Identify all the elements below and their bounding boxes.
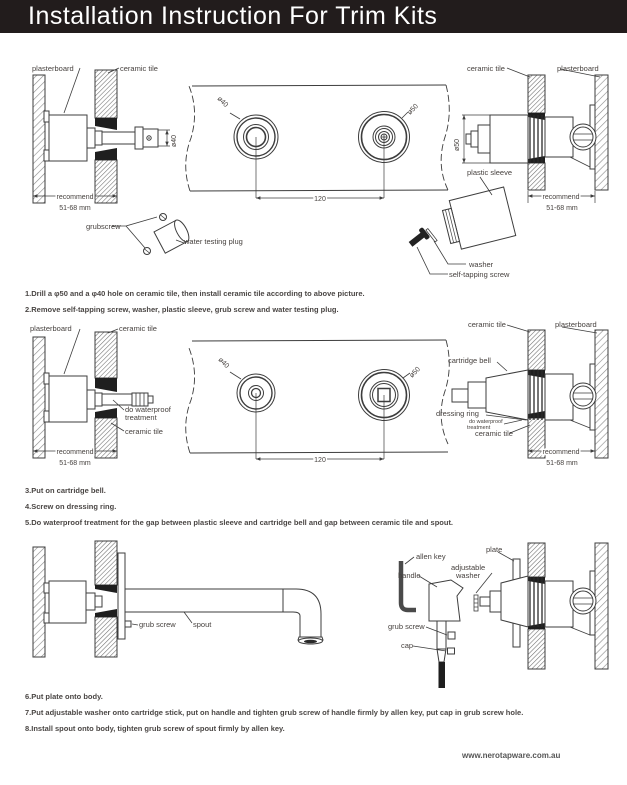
label-plasterboard-2: plasterboard	[30, 324, 72, 333]
label-allen-key: allen key	[416, 552, 446, 561]
label-washer: washer	[469, 260, 494, 269]
dim-recommend-right: recommend	[542, 194, 580, 201]
label-waterproof-small-line2: treatment	[467, 425, 491, 431]
label-handle: handle	[398, 571, 421, 580]
dim-recommend: recommend	[56, 194, 94, 201]
dim-dia40-side: ø40	[171, 134, 178, 147]
label-self-tapping-screw: self-tapping screw	[449, 270, 510, 279]
dim-recommend2: recommend	[56, 449, 94, 456]
label-plate: plate	[486, 545, 503, 554]
label-ceramic-tile-right-2: ceramic tile	[468, 320, 506, 329]
label-adjustable-washer-line2: washer	[456, 571, 481, 580]
step-2: 2.Remove self-tapping screw, washer, plastic sleeve, grub screw and water testing plug.	[25, 305, 339, 314]
row2-diagrams	[0, 318, 627, 483]
label-ceramic-tile-2: ceramic tile	[119, 324, 157, 333]
label-grubscrew: grubscrew	[86, 222, 121, 231]
label-waterproof-line1: do waterproof	[125, 405, 171, 414]
dim-dia40-front2: ø40	[216, 356, 231, 370]
label-ceramic-tile: ceramic tile	[120, 64, 158, 73]
row3-diagrams	[0, 535, 627, 705]
diagram-row3-handle-exploded	[401, 543, 608, 688]
label-grub-screw-handle: grub screw	[388, 622, 425, 631]
step-8: 8.Install spout onto body, tighten grub screw of spout firmly by allen key.	[25, 724, 285, 733]
dim-recommend2-right: recommend	[542, 449, 580, 456]
dim-range-right: 51-68 mm	[546, 205, 578, 212]
row1-diagrams	[0, 55, 627, 290]
label-waterproof-small-line1: do waterproof	[469, 419, 503, 425]
label-plasterboard-right-2: plasterboard	[555, 320, 597, 329]
dim-dia50-front: ø50	[406, 102, 420, 117]
step-7: 7.Put adjustable washer onto cartridge stick, put on handle and tighten grub screw of handle firmly by allen key, put cap in grub screw hole.	[25, 708, 524, 717]
diagram-row2-wall-section-left	[33, 329, 153, 458]
website-url: www.nerotapware.com.au	[462, 751, 561, 760]
label-cartridge-bell: cartridge bell	[448, 356, 491, 365]
label-waterproof-line2: treatment	[125, 413, 157, 422]
step-1: 1.Drill a φ50 and a φ40 hole on ceramic tile, then install ceramic tile according to above picture.	[25, 289, 365, 298]
dim-dia40-front: ø40	[215, 95, 230, 109]
title-bar	[0, 0, 627, 33]
diagram-row3-spout-installed	[33, 541, 323, 657]
dim-range: 51-68 mm	[59, 205, 91, 212]
label-plasterboard-right: plasterboard	[557, 64, 599, 73]
step-5: 5.Do waterproof treatment for the gap between plastic sleeve and cartridge bell and gap between ceramic tile and spout.	[25, 518, 454, 527]
dim-range2-right: 51-68 mm	[546, 460, 578, 467]
page-title: Installation Instruction For Trim Kits	[28, 2, 438, 30]
label-adjustable-washer-line1: adjustable	[451, 563, 486, 572]
dim-range2: 51-68 mm	[59, 460, 91, 467]
label-grub-screw: grub screw	[139, 620, 176, 629]
label-ceramic-tile-right: ceramic tile	[467, 64, 505, 73]
step-6: 6.Put plate onto body.	[25, 692, 103, 701]
dim-120-2: 120	[314, 457, 326, 464]
step-4: 4.Screw on dressing ring.	[25, 502, 117, 511]
label-ceramic-tile-right-lower: ceramic tile	[475, 429, 513, 438]
label-cap: cap	[401, 641, 414, 650]
dim-120: 120	[314, 196, 326, 203]
dim-dia50-front2: ø50	[408, 365, 422, 380]
label-plasterboard: plasterboard	[32, 64, 74, 73]
label-dressing-ring: dressing ring	[436, 409, 479, 418]
label-spout: spout	[193, 620, 212, 629]
step-3: 3.Put on cartridge bell.	[25, 486, 106, 495]
diagram-row2-wall-section-right	[452, 325, 608, 458]
diagram-row2-front-view	[186, 340, 450, 459]
label-water-testing-plug: water testing plug	[184, 237, 243, 246]
label-ceramic-tile-lower: ceramic tile	[125, 427, 163, 436]
label-plastic-sleeve: plastic sleeve	[467, 168, 513, 177]
dim-dia50-side: ø50	[454, 138, 461, 151]
